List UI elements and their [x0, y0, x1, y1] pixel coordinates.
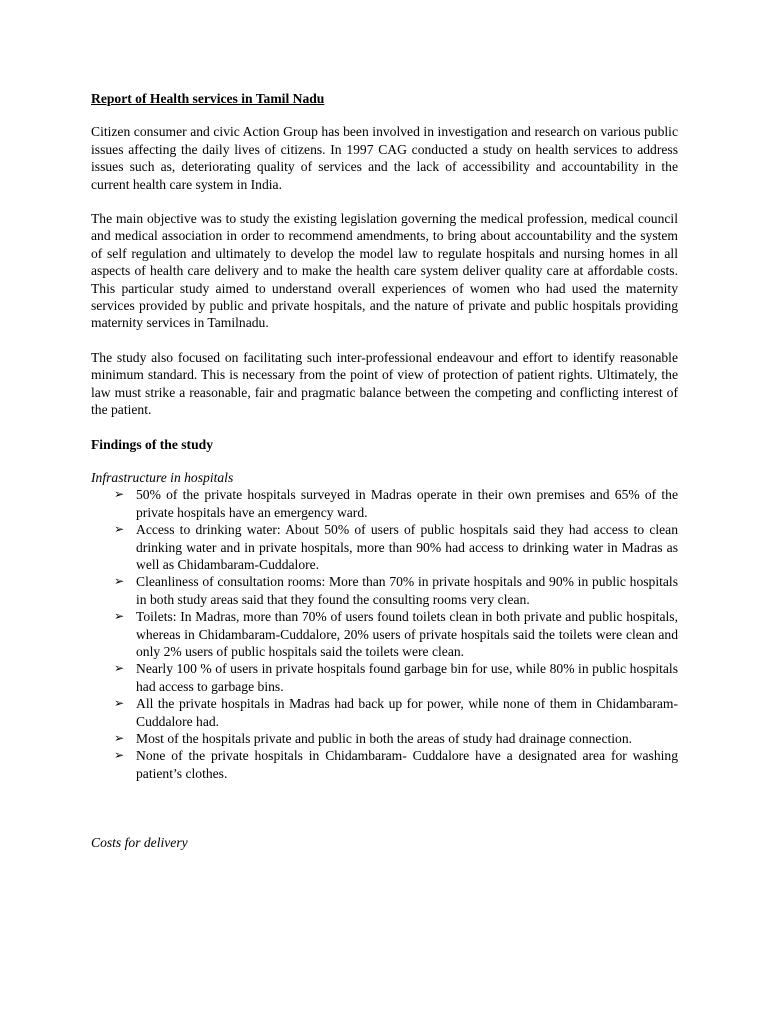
list-item-text: Cleanliness of consultation rooms: More than 70% in private hospitals and 90% in public hospitals in both study areas said that they found the consulting rooms very clean. — [136, 574, 678, 607]
arrowhead-bullet-icon: ➢ — [114, 609, 125, 624]
arrowhead-bullet-icon: ➢ — [114, 487, 125, 502]
arrowhead-bullet-icon: ➢ — [114, 731, 125, 745]
list-item-text: Toilets: In Madras, more than 70% of users found toilets clean in both private and public hospitals, whereas in Chidambaram-Cuddalore, 20% users of private hospitals said the toilets were clean and only 2% users of public hospitals said the toilets were clean. — [136, 609, 678, 659]
paragraph-intro: Citizen consumer and civic Action Group has been involved in investigation and research on various public issues affecting the daily lives of citizens. In 1997 CAG conducted a study on health services to address issues such as, deteriorating quality of services and the lack of accessibility and accountability in the current health care system in India. — [91, 124, 678, 192]
arrowhead-bullet-icon: ➢ — [114, 661, 125, 676]
list-item-text: 50% of the private hospitals surveyed in Madras operate in their own premises and 65% of the private hospitals have an emergency ward. — [136, 487, 678, 520]
infrastructure-heading: Infrastructure in hospitals — [91, 469, 234, 485]
paragraph-focus: The study also focused on facilitating such inter-professional endeavour and effort to identify reasonable minimum standard. This is necessary from the point of view of protection of patient rights. Ultimately, the law must strike a reasonable, fair and pragmatic balance between the competing and conflicting interest of the patient. — [91, 349, 678, 418]
list-item — [114, 730, 678, 747]
list-item — [114, 747, 678, 782]
arrowhead-bullet-icon: ➢ — [114, 574, 125, 589]
findings-list — [91, 486, 678, 782]
arrowhead-bullet-icon: ➢ — [114, 748, 125, 763]
list-item — [114, 608, 678, 660]
findings-heading: Findings of the study — [91, 436, 213, 452]
list-item — [114, 660, 678, 695]
list-item-text: Most of the hospitals private and public in both the areas of study had drainage connection. — [136, 731, 633, 746]
list-item-text: All the private hospitals in Madras had back up for power, while none of them in Chidambaram- Cuddalore had. — [136, 696, 678, 729]
document-page — [91, 90, 678, 852]
list-item — [114, 573, 678, 608]
arrowhead-bullet-icon: ➢ — [114, 696, 125, 711]
paragraph-objective: The main objective was to study the existing legislation governing the medical profession, medical council and medical association in order to recommend amendments, to bring about accountability and the system of self regulation and ultimately to develop the model law to regulate hospitals and nursing homes in all aspects of health care delivery and to make the health care system deliver quality care at affordable costs. This particular study aimed to understand overall experiences of women who had used the maternity services provided by public and private hospitals, and the nature of private and public hospitals providing maternity services in Tamilnadu. — [91, 211, 678, 331]
document-title: Report of Health services in Tamil Nadu — [91, 91, 325, 106]
costs-heading: Costs for delivery — [91, 835, 188, 851]
list-item — [114, 695, 678, 730]
list-item-text: None of the private hospitals in Chidambaram- Cuddalore have a designated area for washing patient’s clothes. — [136, 748, 678, 781]
list-item-text: Nearly 100 % of users in private hospitals found garbage bin for use, while 80% in public hospitals had access to garbage bins. — [136, 661, 678, 694]
list-item — [114, 486, 678, 521]
list-item-text: Access to drinking water: About 50% of users of public hospitals said they had access to clean drinking water and in private hospitals, more than 90% had access to drinking water in Madras as well as Chidambaram-Cuddalore. — [136, 522, 678, 572]
list-item — [114, 521, 678, 573]
arrowhead-bullet-icon: ➢ — [114, 522, 125, 537]
